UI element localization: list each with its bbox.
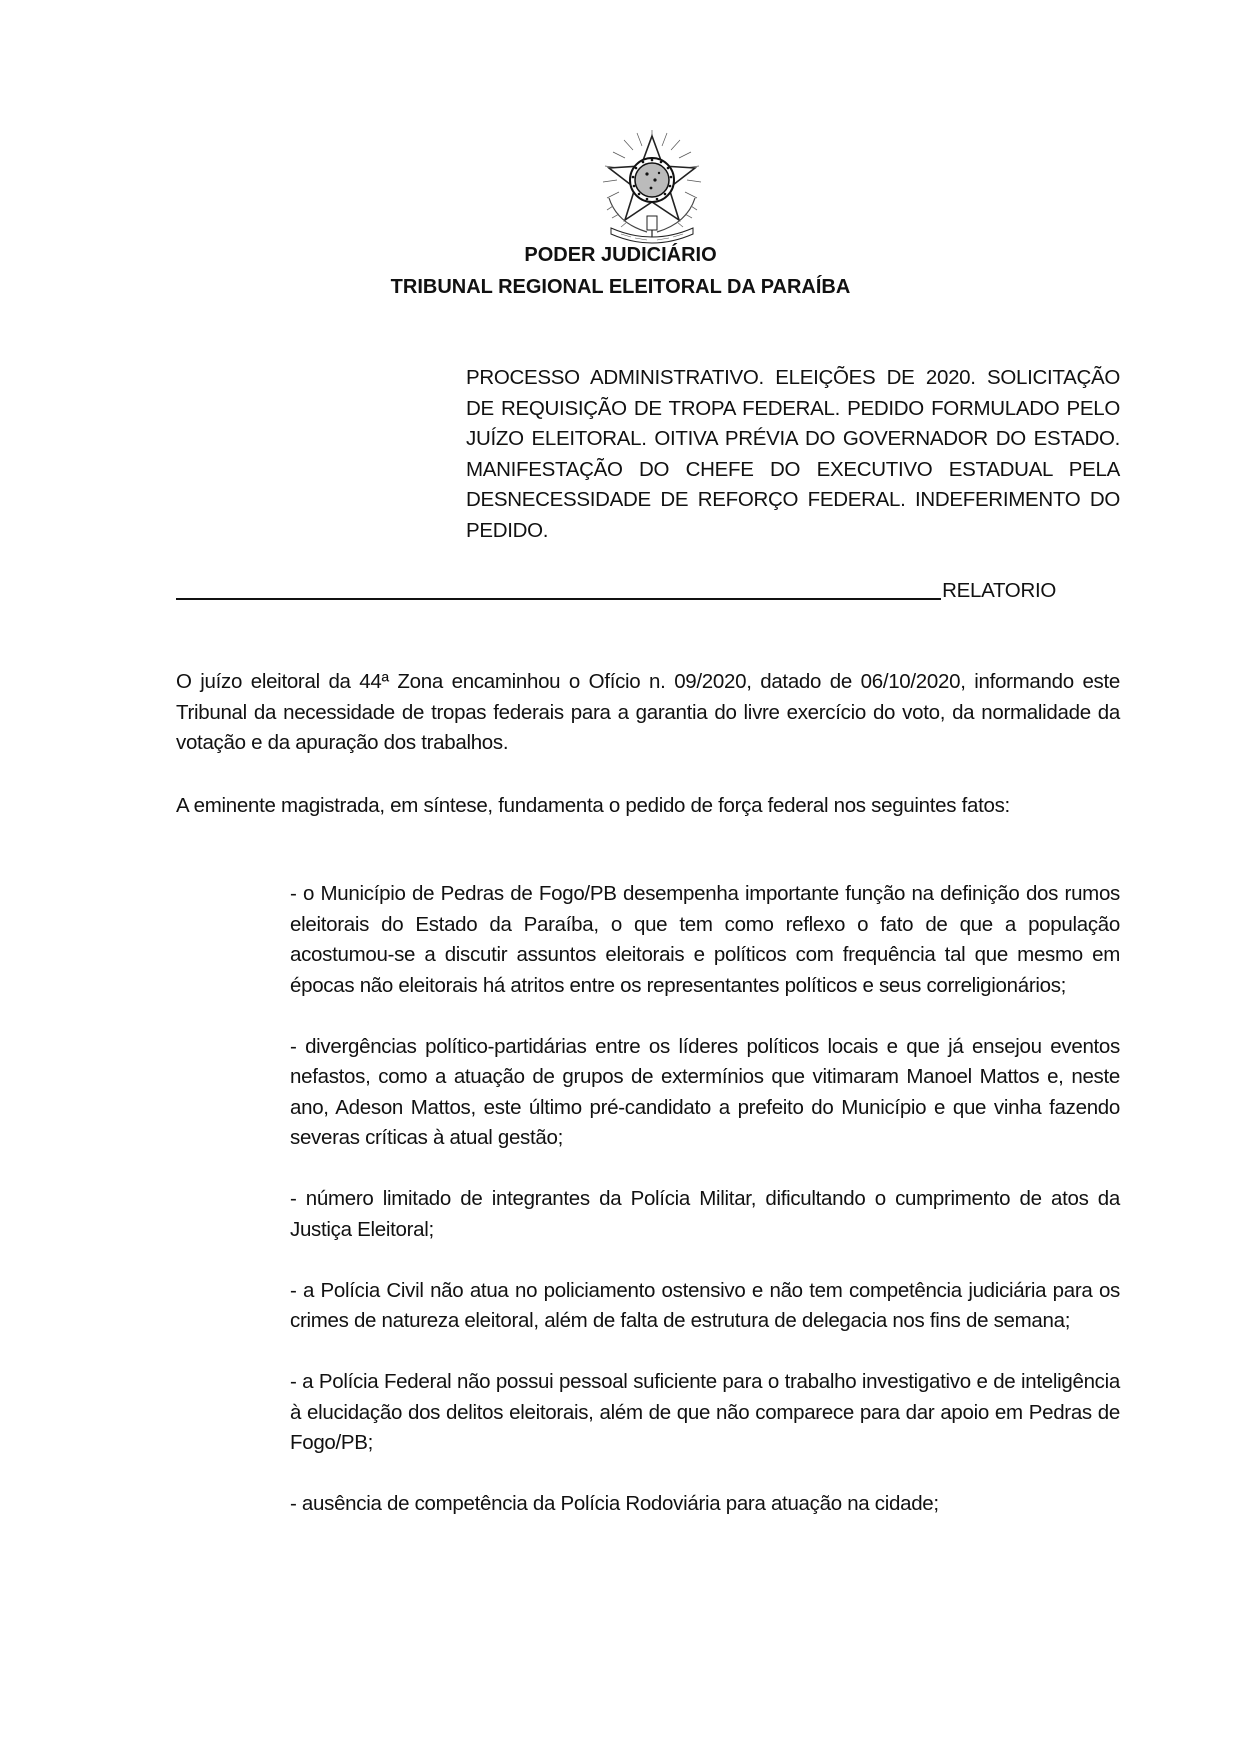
paragraph [176, 791, 1120, 822]
header-court-name: TRIBUNAL REGIONAL ELEITORAL DA PARAÍBA [390, 276, 851, 298]
header-institution: PODER JUDICIÁRIO [524, 244, 717, 266]
paragraph-text: A eminente magistrada, em síntese, fundamenta o pedido de força federal nos seguintes fatos: [176, 794, 1010, 817]
case-summary [466, 363, 1120, 546]
section-heading [176, 578, 1056, 603]
case-summary-text: PROCESSO ADMINISTRATIVO. ELEIÇÕES DE 2020. SOLICITAÇÃO DE REQUISIÇÃO DE TROPA FEDERAL. PEDIDO FORMULADO PELO JUÍZO ELEITORAL. OITIVA PRÉVIA DO GOVERNADOR DO ESTADO. MANIFESTAÇÃO DO CHEFE DO EXECUTIVO ESTADUAL PELA DESNECESSIDADE DE REFORÇO FEDERAL. INDEFERIMENTO DO PEDIDO. [466, 366, 1120, 542]
section-title: RELATORIO [942, 579, 1056, 602]
fact-item: - o Município de Pedras de Fogo/PB desempenha importante função na definição dos rumos eleitorais do Estado da Paraíba, o que tem como reflexo o fato de que a população acostumou-se a discutir assuntos eleitorais e políticos com frequência tal que mesmo em épocas não eleitorais há atritos entre os representantes políticos e seus correligionários; [290, 882, 1120, 997]
facts-list [290, 879, 1120, 1550]
fact-item: - a Polícia Civil não atua no policiamento ostensivo e não tem competência judiciária para os crimes de natureza eleitoral, além de falta de estrutura de delegacia nos fins de semana; [290, 1278, 1120, 1332]
section-rule [176, 578, 941, 600]
fact-item: - ausência de competência da Polícia Rodoviária para atuação na cidade; [290, 1492, 939, 1515]
fact-item: - divergências político-partidárias entre os líderes políticos locais e que já ensejou eventos nefastos, como a atuação de grupos de extermínios que vitimaram Manoel Mattos e, neste ano, Adeson Mattos, este último pré-candidato a prefeito do Município e que vinha fazendo severas críticas à atual gestão; [290, 1034, 1120, 1149]
paragraph [176, 667, 1120, 759]
coat-of-arms-icon [597, 128, 707, 246]
fact-item: - número limitado de integrantes da Polícia Militar, dificultando o cumprimento de atos da Justiça Eleitoral; [290, 1187, 1120, 1241]
fact-item: - a Polícia Federal não possui pessoal suficiente para o trabalho investigativo e de inteligência à elucidação dos delitos eleitorais, além de que não comparece para dar apoio em Pedras de Fogo/PB; [290, 1370, 1120, 1454]
paragraph-text: O juízo eleitoral da 44ª Zona encaminhou o Ofício n. 09/2020, datado de 06/10/2020, informando este Tribunal da necessidade de tropas federais para a garantia do livre exercício do voto, da normalidade da votação e da apuração dos trabalhos. [176, 670, 1120, 754]
